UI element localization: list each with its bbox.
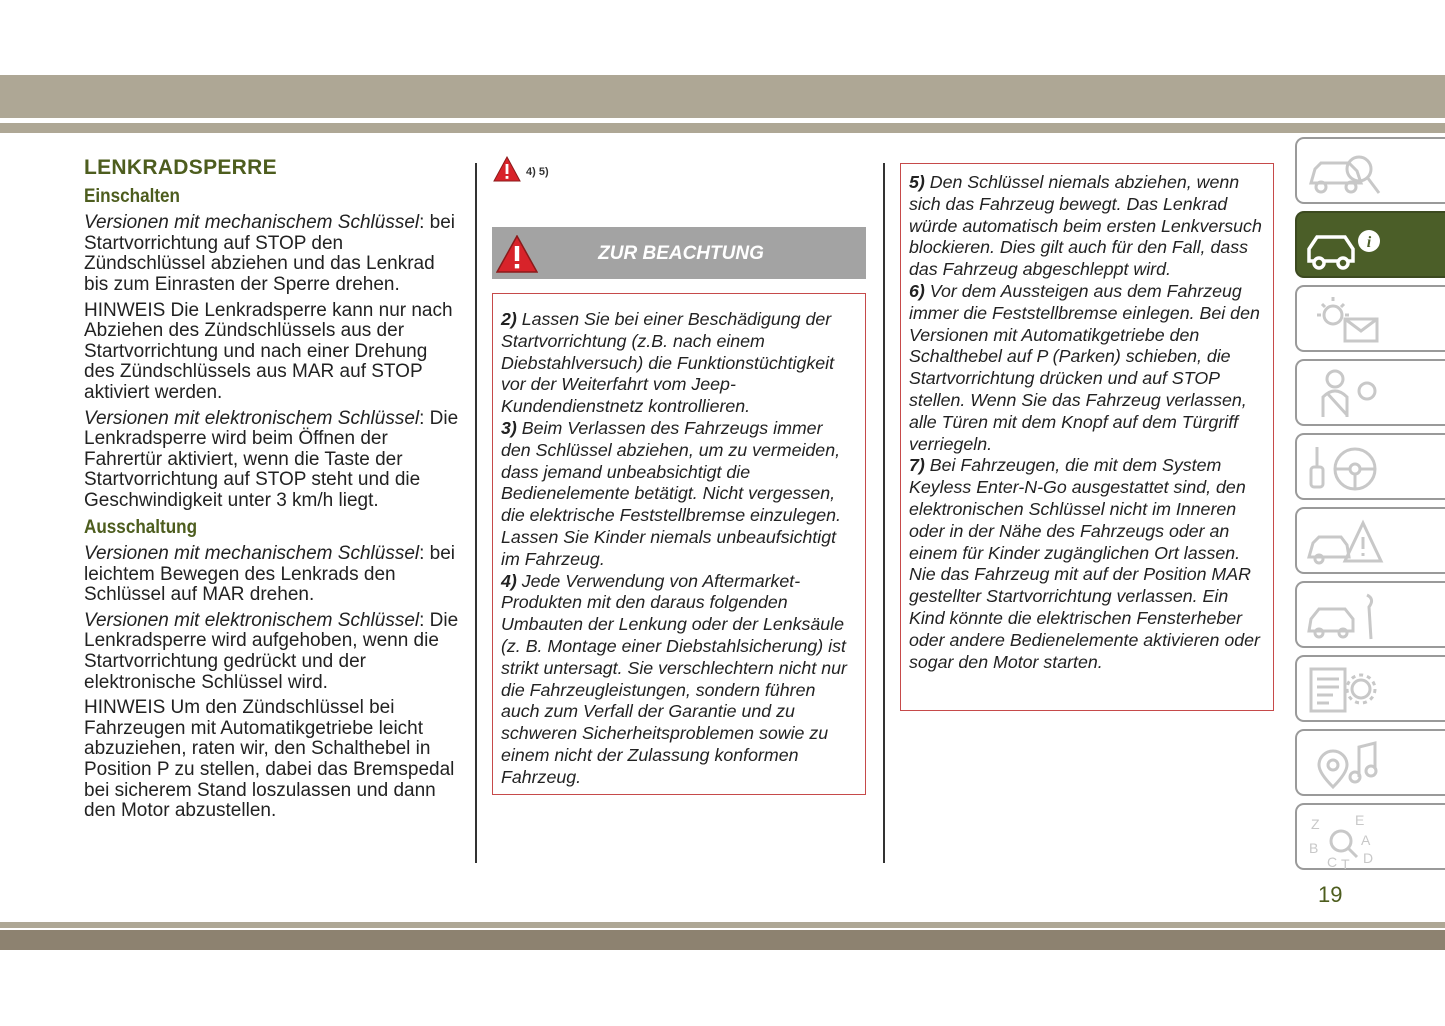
ausschaltung-note: HINWEIS Um den Zündschlüssel bei Fahrzeugen mit Automatikgetriebe leicht abzuziehen, raten wir, den Schalthebel in Position P zu stellen, dabei das Bremspedal bei sicherem Stand loszulassen und dann den Motor abzustellen. [84,697,455,822]
airbag-seatbelt-icon [1305,367,1385,422]
einschalten-paragraph-1: Versionen mit mechanischem Schlüssel: bei Startvorrichtung auf STOP den Zündschlüssel abziehen und das Lenkrad bis zum Einrasten der Sperre drehen. [84,212,456,295]
top-band [0,75,1445,118]
section-title: LENKRADSPERRE [84,156,277,179]
version-label: Versionen mit mechanischem Schlüssel [84,543,420,565]
car-warning-triangle-icon [1305,515,1385,570]
svg-text:D: D [1363,850,1374,866]
note-item: 2) Lassen Sie bei einer Beschädigung der Startvorrichtung (z.B. nach einem Diebstahlversuch) die Funktionstüchtigkeit vor der Weiterfahrt vom Jeep-Kundendienstnetz kontrollieren. [501,309,835,417]
ausschaltung-paragraph-2: Versionen mit elektronischem Schlüssel: Die Lenkradsperre wird aufgehoben, wenn die Startvorrichtung gedrückt und der elektronische Schlüssel wird. [84,609,459,693]
car-search-icon [1305,145,1385,200]
svg-text:i: i [1366,234,1372,251]
svg-text:A: A [1361,832,1371,848]
car-wrench-icon [1305,589,1385,644]
notice-box-2 [900,163,1274,711]
warning-triangle-icon [493,156,521,187]
bottom-band-stripe [0,922,1445,928]
tab-emergency[interactable] [1295,507,1445,574]
ausschaltung-paragraph-1: Versionen mit mechanischem Schlüssel: bei leichtem Bewegen des Lenkrads den Schlüssel auf MAR drehen. [84,543,456,606]
bottom-band [0,930,1445,950]
tab-starting-driving[interactable] [1295,433,1445,500]
top-band-stripe [0,123,1445,133]
tab-servicing[interactable] [1295,581,1445,648]
tab-vehicle-overview[interactable] [1295,137,1445,204]
lenkradsperre-section [84,158,462,827]
page-number: 19 [1318,882,1343,907]
ausschaltung-heading: Ausschaltung [84,516,198,538]
svg-text:C: C [1327,854,1338,869]
tab-safety[interactable] [1295,359,1445,426]
einschalten-paragraph-3: Versionen mit elektronischem Schlüssel: Die Lenkradsperre wird beim Öffnen der Fahrertür aktiviert, wenn die Taste der Startvorrichtung auf STOP steht und die Geschwindigkeit unter 3 km/h liegt. [84,407,459,511]
multimedia-icon [1305,737,1385,792]
version-label: Versionen mit elektronischem Schlüssel [84,609,420,631]
column-divider-2 [883,163,885,863]
note-item: 3) Beim Verlassen des Fahrzeugs immer den Schlüssel abziehen, um zu vermeiden, dass jemand unbeabsichtigt die Bedienelemente betätigt. Nicht vergessen, die elektrische Feststellbremse einzulegen. Lassen Sie Kinder niemals unbeaufsichtigt im Fahrzeug. [501,417,841,569]
tab-getting-to-know[interactable] [1295,211,1445,278]
tab-technical-specs[interactable] [1295,655,1445,722]
einschalten-heading: Einschalten [84,185,180,207]
column-divider-1 [475,163,477,863]
note-item: 5) Den Schlüssel niemals abziehen, wenn sich das Fahrzeug bewegt. Das Lenkrad würde automatisch beim ersten Lenkversuch blockieren. Dies gilt auch für den Fall, dass das Fahrzeug abgeschleppt wird. [909,172,1262,280]
svg-text:T: T [1341,856,1350,869]
notice-box-1 [492,293,866,795]
notice-title: ZUR BEACHTUNG [598,243,764,264]
einschalten-note: HINWEIS Die Lenkradsperre kann nur nach Abziehen des Zündschlüssels aus der Startvorrichtung und nach einer Drehung des Zündschlüssels aus MAR auf STOP aktiviert werden. [84,299,453,403]
svg-text:B: B [1309,840,1319,856]
svg-text:E: E [1355,812,1365,828]
version-label: Versionen mit elektronischem Schlüssel [84,407,420,429]
tab-index[interactable] [1295,803,1445,870]
car-info-icon [1305,219,1385,274]
key-steering-wheel-icon [1305,441,1385,496]
alphabet-index-icon [1305,811,1385,869]
note-item: 7) Bei Fahrzeugen, die mit dem System Keyless Enter-N-Go ausgestattet sind, den elektronischen Schlüssel nicht im Inneren oder in der Nähe des Fahrzeugs oder an einem für Kinder zugänglichen Ort lassen. Nie das Fahrzeug mit auf der Position MAR gestellter Startvorrichtung verlassen. Ein Kind könnte die elektrischen Fensterheber oder andere Bedienelemente aktivieren oder sogar den Motor starten. [909,455,1260,672]
notice-header [492,227,866,279]
tab-multimedia[interactable] [1295,729,1445,796]
note-item: 4) Jede Verwendung von Aftermarket-Produkten mit den daraus folgenden Umbauten der Lenkung oder der Lenksäule (z. B. Montage einer Diebstahlsicherung) ist strikt untersagt. Sie verschlechtern nicht nur die Fahrzeugleistungen, sondern führen auch zum Verfall der Garantie und zu schweren Sicherheitsproblemen sowie zu einem nicht der Zulassung konformen Fahrzeug. [501,570,847,787]
warning-light-message-icon [1305,293,1385,348]
version-label: Versionen mit mechanischem Schlüssel [84,212,420,234]
tab-instruments[interactable] [1295,285,1445,352]
svg-text:Z: Z [1311,816,1320,832]
warning-references: 4) 5) [526,166,549,178]
note-item: 6) Vor dem Aussteigen aus dem Fahrzeug immer die Feststellbremse einlegen. Bei den Versionen mit Automatikgetriebe den Schalthebel auf P (Parken) schieben, die Startvorrichtung drücken und auf STOP stellen. Wenn Sie das Fahrzeug verlassen, alle Türen mit dem Knopf auf dem Türgriff verriegeln. [909,280,1260,454]
specs-gear-icon [1305,663,1385,718]
